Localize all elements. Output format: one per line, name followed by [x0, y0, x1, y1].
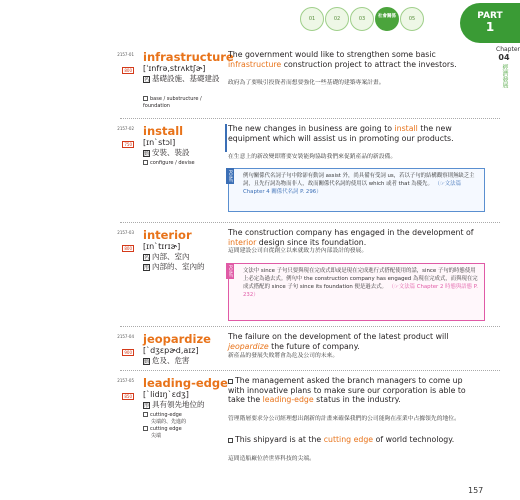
meaning: 基礎設施、基礎建設: [152, 74, 220, 83]
example-en: [228, 124, 478, 143]
example-text: The management asked the branch managers to come up with innovative plans to make sure our corporation is able to take the: [228, 376, 466, 404]
example-highlight: leading-edge: [262, 395, 314, 404]
headword: jeopardize: [143, 332, 211, 346]
related-word: configure / devise: [150, 160, 195, 166]
headword: leading-edge: [143, 376, 228, 390]
entry-divider: [120, 118, 500, 119]
page-number: 157: [468, 486, 484, 495]
example-zh: 管理階層要求分公司經理想出創新的計畫來確保我們的公司能夠在產業中占據領先的地位。: [228, 416, 460, 422]
example-text: the future of company.: [268, 341, 360, 351]
point-body: 文法中 since 子句只要與現在完成式即或是現在完成進行式搭配使用的話，since 子句的時態使用上必定為過去式。例句中 the construction company has engaged 為現在完成式，而與現在完成式搭配的 since 子句 since its foundation 便是過去式。: [243, 268, 478, 290]
example-bar: [225, 124, 227, 152]
entry-id: 2157-04: [117, 334, 134, 339]
definition: [143, 252, 223, 272]
entry-id: 2157-05: [117, 378, 134, 383]
entry-meta: [112, 334, 134, 358]
chapter-title: 經濟發展: [501, 64, 508, 88]
nav-circle-active[interactable]: 社會關係: [375, 7, 399, 31]
example-text: The failure on the development of the latest product will: [228, 332, 449, 341]
related-word: base / substructure / foundation: [143, 96, 202, 109]
point-reference[interactable]: （☞文法篇 Chapter 2 時態與語態 P. 232）: [243, 284, 478, 298]
level-badge: 850: [124, 394, 132, 399]
related-box-icon: [143, 160, 148, 165]
definition: [143, 74, 223, 84]
entry-divider: [120, 326, 500, 327]
entry-id: 2157-03: [117, 230, 134, 235]
example-text: The government would like to strengthen some basic: [228, 50, 436, 59]
pos-box: 形: [144, 264, 150, 271]
example-zh: 在生意上的新改變即將要安裝能夠協助我們來促銷產品的新設備。: [228, 154, 397, 160]
point-tag: POINT: [228, 169, 233, 183]
related-box-icon: [143, 412, 148, 417]
example-highlight: cutting edge: [323, 435, 374, 444]
vocab-entry: [117, 376, 500, 486]
entry-id: 2157-02: [117, 126, 134, 131]
example-highlight: interior: [228, 237, 257, 247]
point-reference[interactable]: （☞文法篇 Chapter 4 關係代名詞 P. 296）: [243, 181, 461, 195]
entry-meta: [112, 378, 134, 402]
grammar-point-box: [228, 168, 485, 212]
chapter-number: 04: [498, 53, 510, 62]
example-en: [228, 228, 478, 247]
definition: [143, 400, 223, 410]
pronunciation: [ɪnˋstɔl]: [143, 138, 176, 147]
related-gloss: 尖端的、先進的: [151, 419, 187, 425]
example-text: of world technology.: [373, 435, 455, 444]
level-badge: 750: [124, 142, 132, 147]
nav-circle-1[interactable]: 01: [300, 7, 324, 31]
nav-circle-3[interactable]: 03: [350, 7, 374, 31]
related-words: [143, 96, 223, 110]
meaning: 安裝、裝設: [152, 148, 190, 157]
example-en: [228, 376, 478, 405]
example-bullet-icon: [228, 379, 233, 384]
example-zh: 政府為了要吸引投資者而想要強化一些基礎的建築專案計畫。: [228, 80, 385, 86]
point-body: 例句關係代名詞子句中除卻有動詞 assist 外，尚具備有受詞 us，若以子句的結構觀察則無缺乏主詞，且先行詞為物而非人，故而關係代名詞的使用以 which 或者 that 為優先。: [243, 173, 475, 187]
part-tab: [460, 3, 520, 43]
example-text: This shipyard is at the: [235, 435, 324, 444]
pos-box: 形: [144, 402, 150, 409]
level-badge: 800: [124, 246, 132, 251]
meaning: 具有領先地位的: [152, 400, 205, 409]
entry-meta: [112, 230, 134, 254]
grammar-point-box: [228, 263, 485, 321]
level-badge: 900: [124, 350, 132, 355]
headword: interior: [143, 228, 192, 242]
meaning: 內部的、室內的: [152, 262, 205, 271]
meaning: 內部、室內: [152, 252, 190, 261]
related-word: cutting edge: [150, 426, 182, 432]
pos-box: 名: [144, 254, 150, 261]
vocab-entry: [117, 228, 500, 332]
vocab-entry: [117, 332, 500, 372]
example-zh: 新產品的發展失敗將會為危及公司的未來。: [228, 353, 339, 359]
pronunciation: [ɪnˋtɪrɪɚ]: [143, 242, 181, 251]
example-zh: 這間造船廠位於世界科技的尖端。: [228, 456, 315, 462]
example-highlight: install: [394, 124, 418, 133]
entry-divider: [120, 222, 500, 223]
entry-meta: [112, 126, 134, 150]
chapter-label: Chapter: [496, 46, 520, 53]
nav-circle-2[interactable]: 02: [325, 7, 349, 31]
pronunciation: [ˈɪnfrə,strʌktʃɚ]: [143, 64, 206, 73]
example-text: design since its foundation.: [256, 237, 367, 247]
pos-box: 動: [144, 150, 150, 157]
example-zh: 這間建設公司自從創立以來就致力於內部設計的發展。: [228, 248, 368, 254]
example-en: [228, 332, 478, 351]
level-badge: 800: [124, 68, 132, 73]
related-gloss: 尖端: [151, 433, 162, 439]
example-text: status in the industry.: [313, 395, 401, 404]
point-tag: POINT: [228, 264, 233, 278]
related-words: [143, 412, 223, 440]
example-text: The construction company has engaged in the development of: [228, 228, 474, 237]
related-box-icon: [143, 96, 148, 101]
example-en: [228, 50, 478, 69]
part-label: PART: [477, 11, 503, 21]
pos-box: 動: [144, 358, 150, 365]
related-words: [143, 160, 223, 167]
vocab-entry: [117, 50, 500, 118]
pronunciation: [ˋlidɪŋˋɛdʒ]: [143, 390, 189, 399]
example-text: construction project to attract the investors.: [281, 59, 457, 69]
nav-circle-5[interactable]: 05: [400, 7, 424, 31]
definition: [143, 148, 223, 158]
example-text: The new changes in business are going to: [228, 124, 395, 133]
example-highlight: jeopardize: [228, 341, 269, 351]
example-highlight: infrastructure: [228, 59, 282, 69]
headword: infrastructure: [143, 50, 234, 64]
meaning: 危及、危害: [152, 356, 190, 365]
pronunciation: [ˋdʒɛpɚd,aɪz]: [143, 346, 199, 355]
entry-meta: [112, 52, 134, 76]
related-box-icon: [143, 426, 148, 431]
part-number: 1: [485, 20, 495, 34]
pos-box: 名: [144, 76, 150, 83]
headword: install: [143, 124, 184, 138]
example-text: the new equipment which will assist us in promoting our products.: [228, 124, 454, 143]
example-bullet-icon: [228, 438, 233, 443]
definition: [143, 356, 223, 366]
vocab-entry: [117, 124, 500, 226]
example-en: [228, 435, 478, 445]
related-word: cutting-edge: [150, 412, 182, 418]
entry-id: 2157-01: [117, 52, 134, 57]
entry-divider: [120, 370, 500, 371]
